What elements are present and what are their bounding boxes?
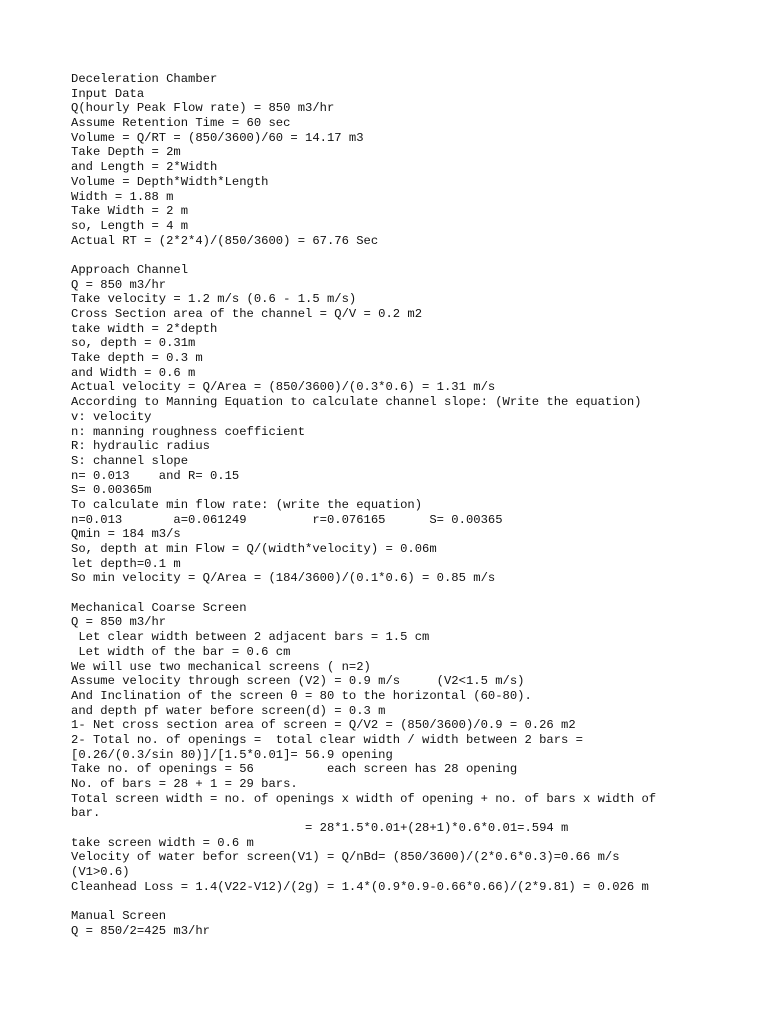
section-spacer (71, 586, 691, 601)
text-line: Actual velocity = Q/Area = (850/3600)/(0.3*0.6) = 1.31 m/s (71, 380, 496, 395)
text-line: Take velocity = 1.2 m/s (0.6 - 1.5 m/s) (71, 292, 357, 307)
text-line: Cleanhead Loss = 1.4(V22-V12)/(2g) = 1.4*(0.9*0.9-0.66*0.66)/(2*9.81) = 0.026 m (71, 879, 649, 894)
text-line: bar. (71, 806, 101, 821)
section-manual-screen (71, 909, 691, 938)
section-spacer (71, 248, 691, 263)
text-line: (V1>0.6) (71, 865, 130, 880)
section-approach-channel (71, 263, 691, 586)
text-line: so, Length = 4 m (71, 218, 189, 233)
text-line: Q = 850 m3/hr (71, 277, 167, 292)
text-line: v: velocity (71, 409, 152, 424)
text-line: So min velocity = Q/Area = (184/3600)/(0.1*0.6) = 0.85 m/s (71, 571, 496, 586)
text-line: [0.26/(0.3/sin 80)]/[1.5*0.01]= 56.9 opening (71, 747, 393, 762)
text-line: R: hydraulic radius (71, 439, 210, 454)
text-line: take screen width = 0.6 m (71, 835, 254, 850)
text-line: and depth pf water before screen(d) = 0.3 m (71, 703, 386, 718)
text-line: Q = 850 m3/hr (71, 615, 167, 630)
text-line: take width = 2*depth (71, 321, 218, 336)
section-heading: Approach Channel (71, 262, 189, 277)
text-line: Q = 850/2=425 m3/hr (71, 923, 210, 938)
text-line: 2- Total no. of openings = total clear width / width between 2 bars = (71, 732, 583, 747)
text-line: Volume = Depth*Width*Length (71, 174, 269, 189)
text-line: n=0.013 a=0.061249 r=0.076165 S= 0.00365 (71, 512, 503, 527)
text-line: Assume Retention Time = 60 sec (71, 116, 291, 131)
text-line: n= 0.013 and R= 0.15 (71, 468, 240, 483)
text-line: Take Width = 2 m (71, 204, 189, 219)
text-line: To calculate min flow rate: (write the equation) (71, 497, 423, 512)
text-line: S: channel slope (71, 453, 189, 468)
text-line: S= 0.00365m (71, 483, 152, 498)
text-line: Q(hourly Peak Flow rate) = 850 m3/hr (71, 101, 335, 116)
text-line: Take Depth = 2m (71, 145, 181, 160)
text-line: So, depth at min Flow = Q/(width*velocity) = 0.06m (71, 542, 437, 556)
text-line: Take depth = 0.3 m (71, 351, 203, 366)
text-line: We will use two mechanical screens ( n=2) (71, 659, 371, 674)
text-line: = 28*1.5*0.01+(28+1)*0.6*0.01=.594 m (71, 821, 569, 836)
text-line: and Width = 0.6 m (71, 365, 196, 380)
text-line: Velocity of water befor screen(V1) = Q/nBd= (850/3600)/(2*0.6*0.3)=0.66 m/s (71, 850, 620, 865)
text-line: n: manning roughness coefficient (71, 424, 306, 439)
section-heading: Manual Screen (71, 909, 167, 924)
document-page (71, 72, 691, 939)
text-line: Let clear width between 2 adjacent bars = 1.5 cm (71, 630, 430, 645)
text-line: Take no. of openings = 56 each screen has 28 opening (71, 762, 518, 777)
section-spacer (71, 895, 691, 910)
text-line: Total screen width = no. of openings x width of opening + no. of bars x width of (71, 791, 657, 806)
section-heading: Deceleration Chamber (71, 72, 218, 86)
text-line: Volume = Q/RT = (850/3600)/60 = 14.17 m3 (71, 130, 364, 145)
section-heading: Mechanical Coarse Screen (71, 600, 247, 615)
text-line: Assume velocity through screen (V2) = 0.9 m/s (V2<1.5 m/s) (71, 674, 525, 689)
text-line: No. of bars = 28 + 1 = 29 bars. (71, 777, 298, 791)
text-line: Input Data (71, 86, 145, 101)
text-line: And Inclination of the screen θ = 80 to the horizontal (60-80). (71, 688, 532, 703)
text-line: Width = 1.88 m (71, 189, 174, 204)
section-deceleration-chamber (71, 72, 691, 248)
text-line: According to Manning Equation to calculate channel slope: (Write the equation) (71, 395, 642, 410)
section-mechanical-coarse-screen (71, 601, 691, 895)
text-line: Actual RT = (2*2*4)/(850/3600) = 67.76 Sec (71, 233, 379, 248)
text-line: so, depth = 0.31m (71, 336, 196, 351)
text-line: and Length = 2*Width (71, 160, 218, 175)
text-line: let depth=0.1 m (71, 556, 181, 571)
text-line: Qmin = 184 m3/s (71, 527, 181, 542)
text-line: Let width of the bar = 0.6 cm (71, 644, 291, 659)
text-line: 1- Net cross section area of screen = Q/V2 = (850/3600)/0.9 = 0.26 m2 (71, 718, 576, 733)
text-line: Cross Section area of the channel = Q/V = 0.2 m2 (71, 307, 423, 321)
